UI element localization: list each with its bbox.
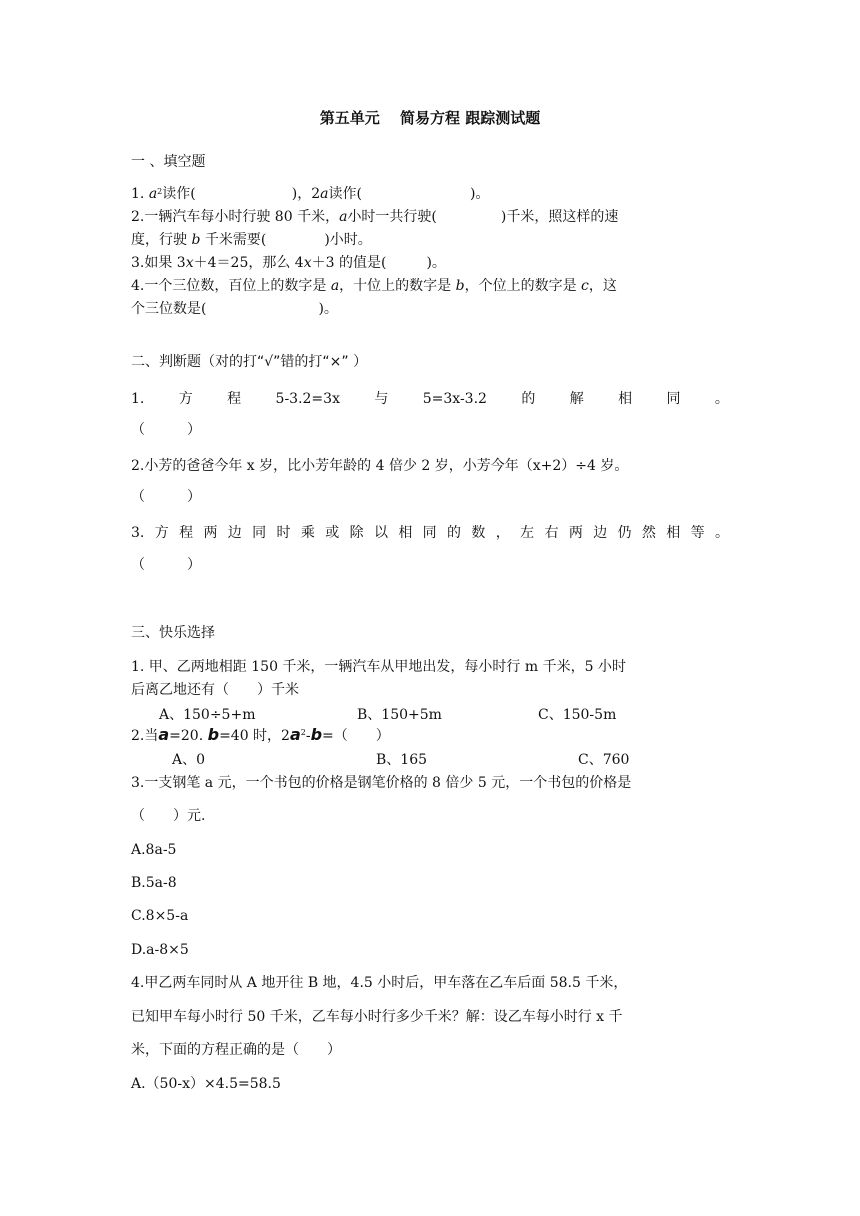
s2-question-2: 2.小芳的爸爸今年 x 岁，比小芳年龄的 4 倍少 2 岁，小芳今年（x+2）÷4 岁。 [131, 458, 629, 474]
s1-question-4-line1: 4.一个三位数，百位上的数字是 a，十位上的数字是 b，个位上的数字是 c，这 [131, 278, 617, 294]
s2-question-1-answer[interactable]: （ ） [131, 422, 201, 438]
s3-question-4-line2: 已知甲车每小时行 50 千米，乙车每小时行多少千米？解：设乙车每小时行 x 千 [131, 1009, 623, 1025]
s2-question-3: 3. 方 程 两 边 同 时 乘 或 除 以 相 同 的 数 ， 左 右 两 边 仍 然 相 等 。 [131, 525, 729, 541]
section3-heading: 三、快乐选择 [131, 625, 215, 641]
s1-question-1: 1. $a^2$读作( )，2a读作( )。 [131, 186, 490, 202]
s2-question-3-answer[interactable]: （ ） [131, 557, 201, 573]
s3-q2-option-a[interactable]: A、0 [172, 752, 206, 768]
s3-question-2: 2.当a=20. b=40 时，$2a^2-b=$（ ） [131, 725, 390, 744]
s3-question-1-line2: 后离乙地还有（ ）千米 [131, 682, 299, 698]
s3-q3-option-d[interactable]: D.a-8×5 [131, 942, 189, 958]
s2-question-1: 1. 方 程 5-3.2=3x 与 5=3x-3.2 的 解 相 同 。 [131, 391, 729, 407]
s3-q1-option-a[interactable]: A、150÷5+m [159, 707, 256, 723]
s3-q4-option-a[interactable]: A.（50-x）×4.5=58.5 [131, 1076, 281, 1092]
s3-question-4-line3: 米，下面的方程正确的是（ ） [131, 1042, 341, 1058]
page-title: 第五单元 简易方程 跟踪测试题 [319, 109, 541, 127]
s3-q3-option-b[interactable]: B.5a-8 [131, 875, 177, 891]
s1-question-4-line2: 个三位数是( )。 [131, 301, 338, 317]
section2-heading: 二、判断题（对的打“√”错的打“×” ） [131, 354, 368, 370]
s3-question-4-line1: 4.甲乙两车同时从 A 地开往 B 地，4.5 小时后，甲车落在乙车后面 58.5 千米， [131, 975, 628, 991]
s3-q2-option-c[interactable]: C、760 [578, 752, 630, 768]
s1-question-2-line1: 2.一辆汽车每小时行驶 80 千米，a小时一共行驶( )千米，照这样的速 [131, 209, 619, 225]
s3-q1-option-b[interactable]: B、150+5m [357, 707, 442, 723]
s3-question-3-line2: （ ）元. [131, 808, 206, 824]
s1-question-3: 3.如果 3x＋4＝25，那么 4x＋3 的值是( )。 [131, 255, 446, 271]
s3-question-3-line1: 3.一支钢笔 a 元，一个书包的价格是钢笔价格的 8 倍少 5 元，一个书包的价格是 [131, 775, 632, 791]
s2-question-2-answer[interactable]: （ ） [131, 489, 201, 505]
section1-heading: 一 、填空题 [131, 154, 206, 170]
s3-q1-option-c[interactable]: C、150-5m [538, 707, 617, 723]
s1-question-2-line2: 度，行驶 b 千米需要( )小时。 [131, 232, 372, 248]
s3-q3-option-a[interactable]: A.8a-5 [131, 842, 177, 858]
s3-question-1-line1: 1. 甲、乙两地相距 150 千米，一辆汽车从甲地出发，每小时行 m 千米，5 小时 [131, 659, 626, 675]
s3-q2-option-b[interactable]: B、165 [376, 752, 428, 768]
s3-q3-option-c[interactable]: C.8×5-a [131, 908, 189, 924]
